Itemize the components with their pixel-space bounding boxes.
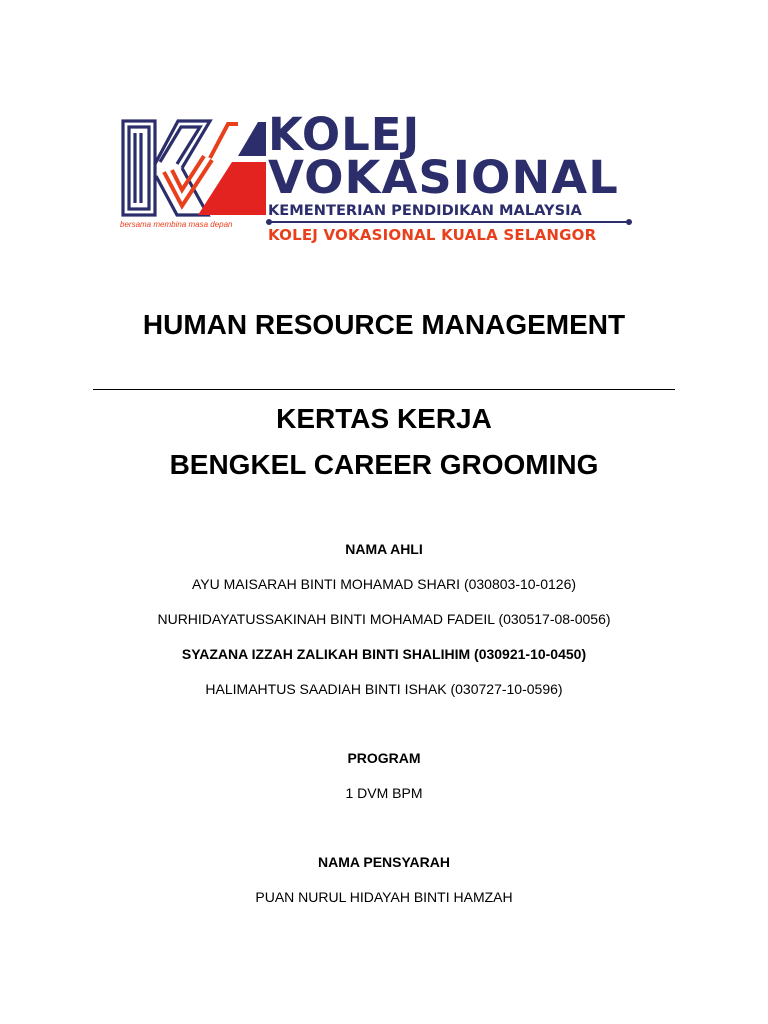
- document-name: BENGKEL CAREER GROOMING: [169, 449, 599, 480]
- logo-ministry: KEMENTERIAN PENDIDIKAN MALAYSIA: [268, 202, 582, 219]
- logo-divider: [268, 221, 630, 223]
- member-item: AYU MAISARAH BINTI MOHAMAD SHARI (030803-10-0126): [191, 576, 577, 592]
- member-item: NURHIDAYATUSSAKINAH BINTI MOHAMAD FADEIL (030517-08-0056): [157, 611, 611, 627]
- logo-wordmark: [268, 108, 630, 244]
- lecturer-heading: NAMA PENSYARAH: [318, 854, 450, 870]
- lecturer-value: PUAN NURUL HIDAYAH BINTI HAMZAH: [255, 889, 513, 905]
- subject-title: HUMAN RESOURCE MANAGEMENT: [142, 309, 626, 340]
- document-type: KERTAS KERJA: [276, 403, 492, 434]
- title-divider: [93, 389, 675, 390]
- college-logo: [120, 108, 640, 256]
- members-heading: NAMA AHLI: [345, 541, 423, 557]
- program-value: 1 DVM BPM: [345, 785, 423, 801]
- member-item: SYAZANA IZZAH ZALIKAH BINTI SHALIHIM (030921-10-0450): [181, 646, 587, 662]
- logo-name-line1: KOLEJ: [268, 108, 421, 161]
- program-heading: PROGRAM: [347, 750, 421, 766]
- member-item: HALIMAHTUS SAADIAH BINTI ISHAK (030727-10-0596): [205, 681, 563, 697]
- logo-tagline: bersama membina masa depan: [120, 220, 233, 229]
- logo-campus: KOLEJ VOKASIONAL KUALA SELANGOR: [268, 226, 597, 244]
- logo-name-line2: VOKASIONAL: [268, 151, 619, 204]
- kv-emblem-icon: [120, 116, 268, 220]
